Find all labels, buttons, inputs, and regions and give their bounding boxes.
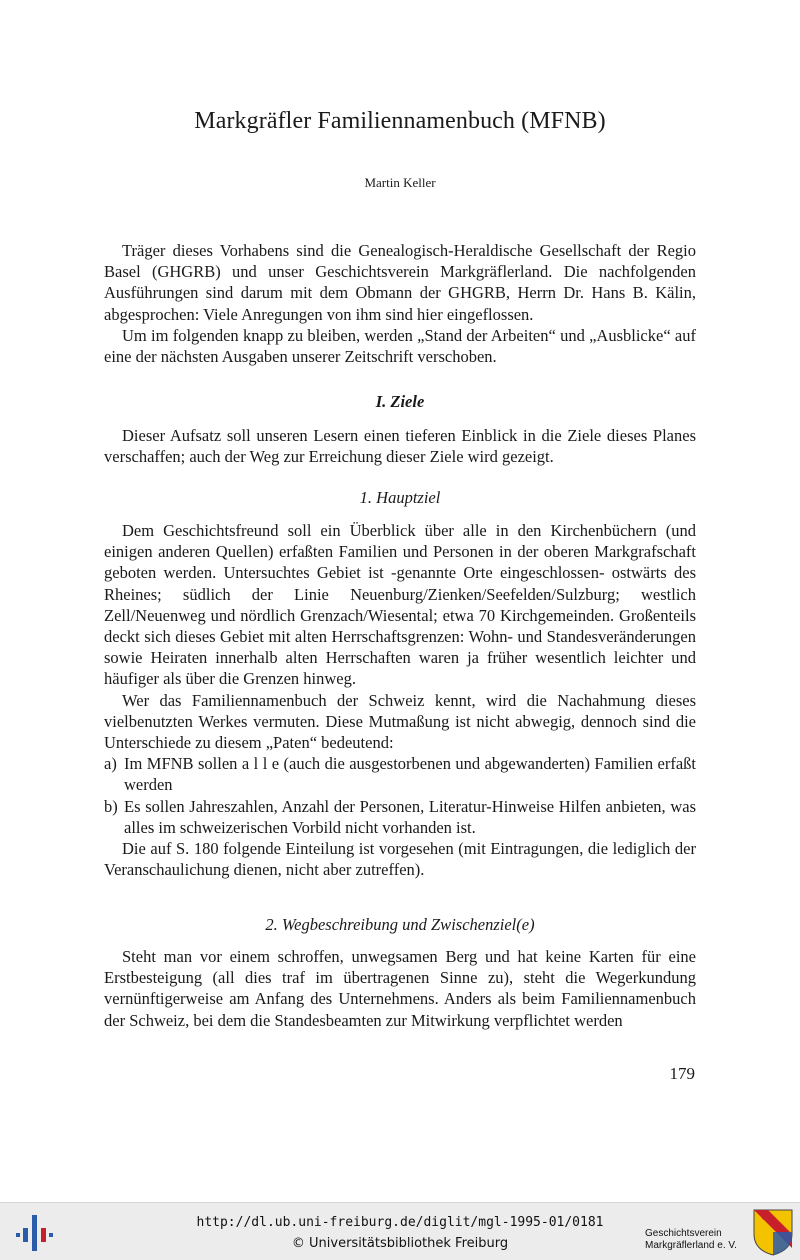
society-name [645, 1228, 755, 1252]
section1-block [104, 425, 696, 467]
list-marker: b) [104, 796, 118, 816]
coat-of-arms-icon[interactable] [752, 1208, 794, 1256]
footer-bar [0, 1202, 800, 1260]
article-title: Markgräfler Familiennamenbuch (MFNB) [194, 108, 606, 134]
footer-url-link[interactable]: http://dl.ub.uni-freiburg.de/diglit/mgl-1995-01/0181 [196, 1215, 604, 1230]
intro-block [104, 240, 696, 367]
subsection1-block [104, 520, 696, 880]
wegbeschreibung-paragraph: Steht man vor einem schroffen, unwegsamen Berg und hat keine Karten für eine Erstbesteigung (all dies traf im übertragenen Sinne zu), steht die Wegerkundung vernünftigerweise am Anfang des Unternehmens. Anders als beim Familiennamenbuch der Schweiz, bei dem die Standesbeamten zur Mitwirkung verpflichtet werden [104, 947, 696, 1030]
section1-paragraph: Dieser Aufsatz soll unseren Lesern einen tieferen Einblick in die Ziele dieses Planes verschaffen; auch der Weg zur Erreichung dieser Ziele wird gezeigt. [104, 426, 696, 467]
page-number: 179 [669, 1064, 695, 1083]
society-line-2: Markgräflerland e. V. [645, 1240, 737, 1251]
subsection-heading-wegbeschreibung: 2. Wegbeschreibung und Zwischenziel(e) [265, 915, 535, 934]
section-heading-ziele: I. Ziele [375, 392, 425, 411]
society-line-1: Geschichtsverein [645, 1228, 722, 1239]
hauptziel-paragraph-2: Wer das Familiennamenbuch der Schweiz kennt, wird die Nachahmung dieses vielbenutzten Werkes vermuten. Diese Mutmaßung ist nicht abwegig, dennoch sind die Unterschiede zu diesem „Paten“ bedeutend: [104, 690, 696, 753]
footer-copyright: © Universitätsbibliothek Freiburg [291, 1236, 509, 1251]
list-item-text: Im MFNB sollen a l l e (auch die ausgestorbenen und abgewanderten) Familien erfaßt werden [124, 754, 696, 795]
list-marker: a) [104, 754, 117, 774]
list-item-a [104, 753, 696, 795]
list-item-text: Es sollen Jahreszahlen, Anzahl der Personen, Literatur-Hinweise Hilfen anbieten, was alles im schweizerischen Vorbild nicht vorhanden ist. [124, 796, 696, 837]
subsection-heading-hauptziel: 1. Hauptziel [359, 488, 441, 507]
intro-paragraph-2: Um im folgenden knapp zu bleiben, werden „Stand der Arbeiten“ und „Ausblicke“ auf eine der nächsten Ausgaben unserer Zeitschrift verschoben. [104, 325, 696, 367]
hauptziel-paragraph-1: Dem Geschichtsfreund soll ein Überblick über alle in den Kirchenbüchern (und einigen anderen Quellen) erfaßten Familien und Personen in der oberen Markgrafschaft geboten werden. Untersuchtes Gebiet ist -genannte Orte eingeschlossen- ostwärts des Rheines; südlich der Linie Neuenburg/Zienken/Seefelden/Sulzburg; westlich Zell/Neuenweg und nördlich Grenzach/Wiesental; etwa 70 Kirchgemeinden. Großenteils deckt sich dieses Gebiet mit alten Herrschaftsgrenzen: Wohn- und Standesveränderungen sowie Heiraten innerhalb alten Herrschaften waren ja früher wesentlich leichter und häufiger als über die Grenzen hinweg. [104, 521, 696, 689]
article-author: Martin Keller [364, 175, 436, 190]
intro-paragraph-1: Träger dieses Vorhabens sind die Genealogisch-Heraldische Gesellschaft der Regio Basel (GHGRB) und unser Geschichtsverein Markgräflerland. Die nachfolgenden Ausführungen sind darum mit dem Obmann der GHGRB, Herrn Dr. Hans B. Kälin, abgesprochen: Viele Anregungen von ihm sind hier eingeflossen. [104, 241, 696, 324]
list-item-b [104, 796, 696, 838]
subsection2-block [104, 946, 696, 1031]
hauptziel-closing-paragraph: Die auf S. 180 folgende Einteilung ist vorgesehen (mit Eintragungen, die lediglich der Veranschaulichung dienen, nicht aber zutreffen). [104, 839, 696, 880]
